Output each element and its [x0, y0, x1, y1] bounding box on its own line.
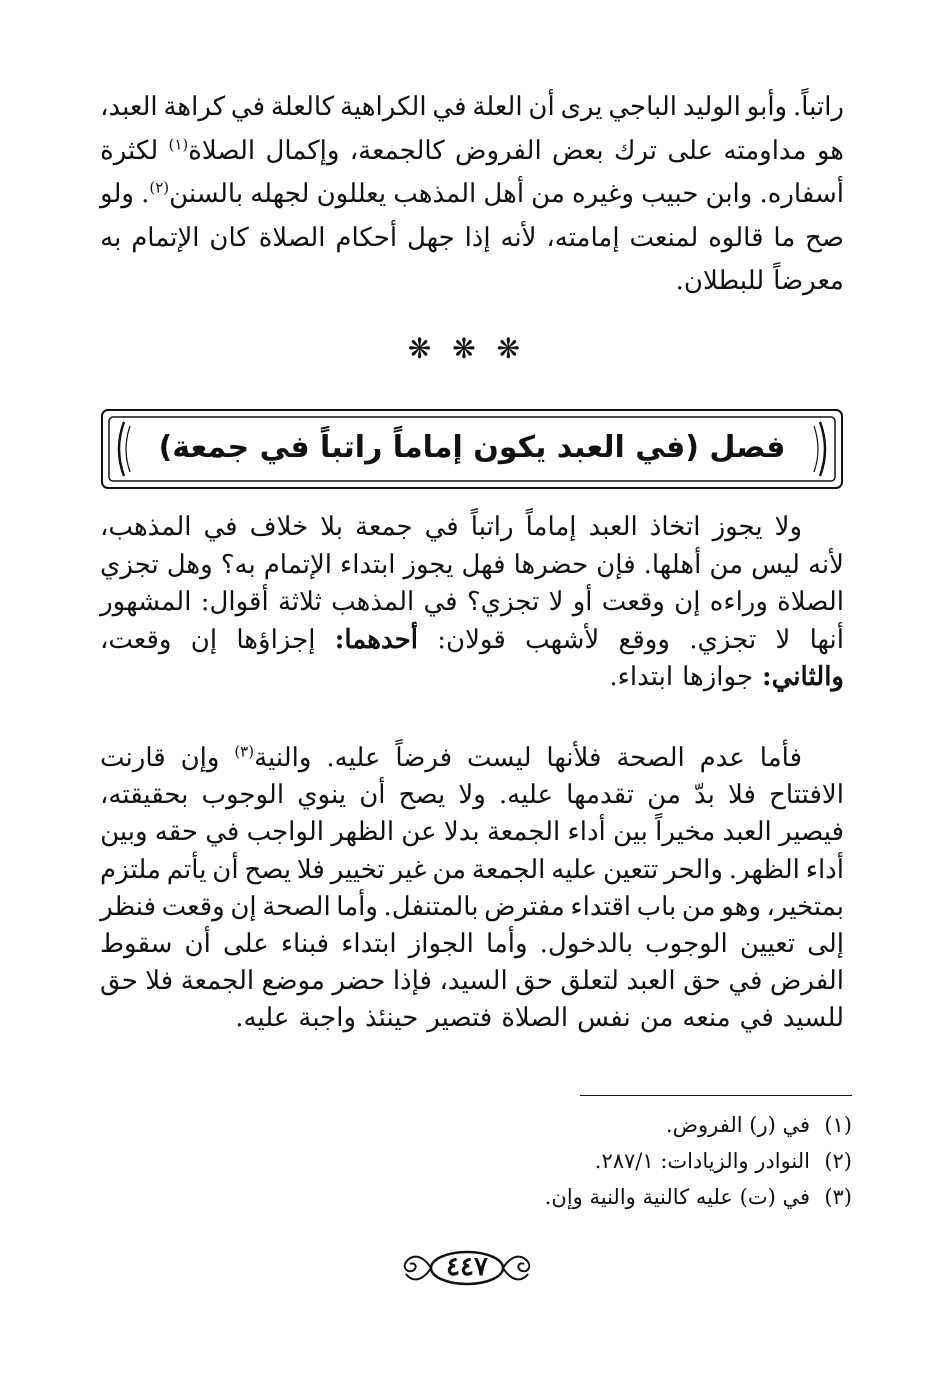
text-line: بمتخير، وهو من باب اقتداء مفترض بالمتنفل. وأما الصحة إن وقعت فنظر	[100, 891, 844, 922]
paragraph-1	[100, 92, 844, 310]
text-line: هو مداومته على ترك بعض الفروض كالجمعة، وإكمال الصلاة$^{(١)}$ لكثرة	[100, 134, 844, 166]
footnote	[545, 1113, 852, 1149]
section-separator: ❋ ❋ ❋	[407, 332, 527, 365]
footnotes	[545, 1113, 852, 1221]
text-line: معرضاً للبطلان.	[675, 266, 844, 296]
text-line: الافتتاح فلا بدّ من تقدمها عليه. ولا يصح أن ينوي الوجوب بحقيقته،	[100, 780, 844, 811]
text-line: راتباً. وأبو الوليد الباجي يرى أن العلة في الكراهية كالعلة في كراهة العبد،	[100, 92, 844, 122]
text-line: أداء الظهر. والحر تتعين عليه الجمعة من غير تخيير فلا يصح أن يأتم ملتزم	[100, 854, 844, 885]
text-line: لأنه ليس من أهلها. فإن حضرها فهل يجوز ابتداء الإتمام به؟ وهل تجزي	[100, 549, 844, 580]
page-number-ornament	[0, 1248, 934, 1288]
footnote-text: النوادر والزيادات: ٢٨٧/١.	[594, 1149, 810, 1173]
section-title: فصل (في العبد يكون إماماً راتباً في جمعة)	[158, 430, 786, 465]
footnote-text: في (ت) عليه كالنية والنية وإن.	[544, 1185, 810, 1209]
footnote-divider	[580, 1095, 852, 1096]
text-line: فأما عدم الصحة فلأنها ليست فرضاً عليه. والنية$^{(٣)}$ وإن قارنت	[100, 742, 802, 773]
text-line: للسيد في منعه من نفس الصلاة فتصير حينئذ واجبة عليه.	[235, 1003, 844, 1034]
footnote	[545, 1185, 852, 1221]
footnote-text: في (ر) الفروض.	[665, 1113, 810, 1137]
section-heading-frame	[100, 408, 844, 490]
paragraph-2	[100, 512, 844, 700]
text-line: أنها لا تجزي. ووقع لأشهب قولان: أحدهما: إجزاؤها إن وقعت،	[100, 624, 844, 655]
text-line: ولا يجوز اتخاذ العبد إماماً راتباً في جمعة بلا خلاف في المذهب،	[100, 512, 802, 542]
footnote-number: (٣)	[824, 1185, 852, 1209]
text-line: أسفاره. وابن حبيب وغيره من أهل المذهب يعللون لجهله بالسنن$^{(٢)}$. ولو	[100, 178, 844, 209]
footnote-number: (٢)	[824, 1149, 852, 1173]
footnote-number: (١)	[824, 1113, 852, 1137]
text-line: الصلاة وراءه إن وقعت أو لا تجزي؟ في المذهب ثلاثة أقوال: المشهور	[100, 587, 844, 617]
text-line: الفرض في حق العبد لتعلق حق السيد، فإذا حضر موضع الجمعة فلا حق	[100, 966, 844, 997]
text-line: فيصير العبد مخيراً بين أداء الجمعة بدلا عن الظهر الواجب في حقه وبين	[100, 817, 844, 848]
text-line: إلى تعيين الوجوب بالدخول. وأما الجواز ابتداء فبناء على أن سقوط	[100, 928, 844, 959]
text-line: صح ما قالوه لمنعت إمامته، لأنه إذا جهل أحكام الصلاة كان الإتمام به	[100, 222, 844, 253]
paragraph-3	[100, 743, 844, 1041]
text-line: والثاني: جوازها ابتداء.	[609, 662, 844, 692]
page-number: ٤٤٧	[446, 1252, 488, 1282]
footnote	[545, 1149, 852, 1185]
